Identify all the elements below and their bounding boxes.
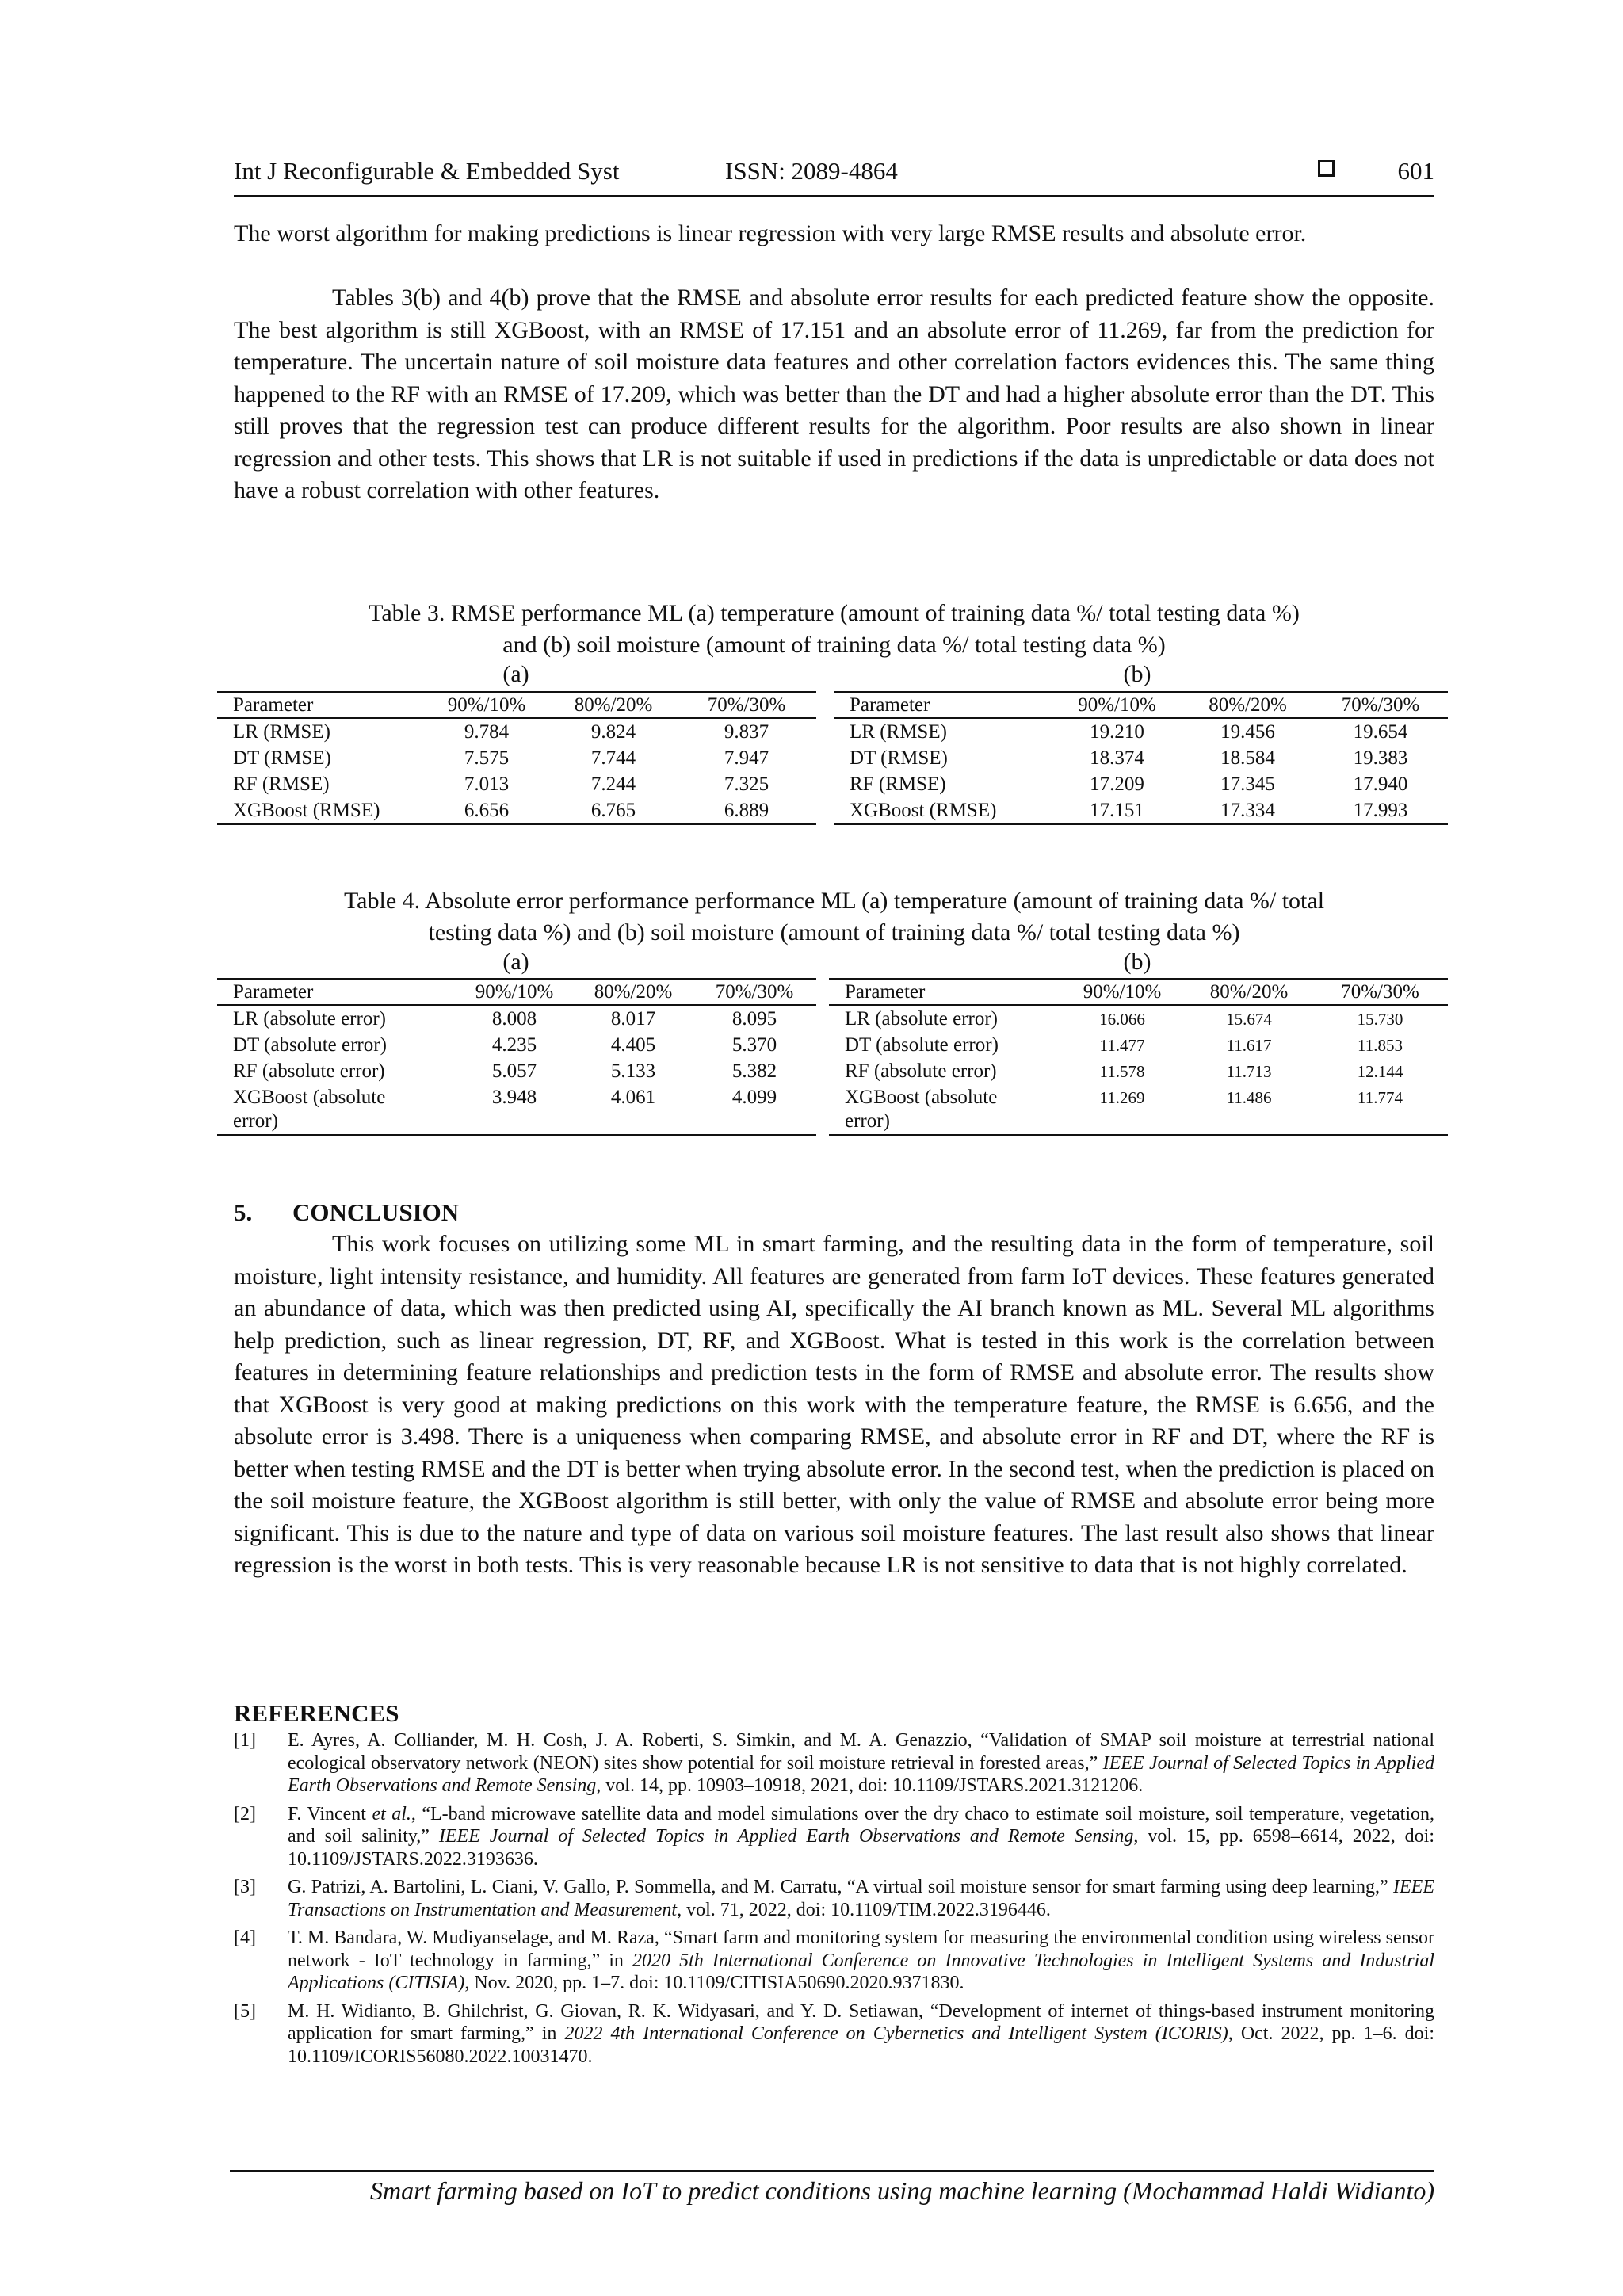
table-row	[829, 1058, 1448, 1084]
references-list	[234, 1729, 1434, 2073]
table-cell: 9.824	[590, 720, 636, 743]
table-cell: 3.948	[491, 1086, 537, 1108]
square-box-icon	[1318, 160, 1335, 177]
table-cell: 8.017	[610, 1007, 656, 1030]
table3b-header-90-10: 90%/10%	[1052, 692, 1182, 718]
table-row	[829, 1032, 1448, 1058]
table-cell: 6.889	[724, 799, 769, 821]
table-cell: 11.617	[1226, 1035, 1272, 1055]
section-title: CONCLUSION	[292, 1198, 460, 1226]
table-row	[217, 1058, 816, 1084]
section-number: 5.	[234, 1198, 253, 1226]
reference-number: [2]	[234, 1803, 256, 1824]
reference-venue: IEEE Journal of Selected Topics in Applied Earth Observations and Remote Sensing	[288, 1752, 1435, 1796]
table-cell: RF (RMSE)	[233, 773, 330, 795]
table-cell: 17.940	[1353, 773, 1408, 795]
reference-venue: 2022 4th International Conference on Cybernetics and Intelligent System (ICORIS)	[564, 2023, 1228, 2044]
reference-details: , vol. 14, pp. 10903–10918, 2021, doi: 10.1109/JSTARS.2021.3121206.	[596, 1775, 1144, 1796]
reference-authors-title: T. M. Bandara, W. Mudiyanselage, and M. Raza, “Smart farm and monitoring system for measuring the environmental condition using wireless sensor network - IoT technology in farming,” in	[288, 1927, 1434, 1971]
table-cell: DT (RMSE)	[850, 747, 948, 769]
table-cell: 19.210	[1090, 720, 1144, 743]
issn: ISSN: 2089-4864	[725, 157, 898, 185]
table-cell: 19.456	[1220, 720, 1275, 743]
table-row	[217, 745, 816, 771]
reference-authors: F. Vincent	[288, 1803, 372, 1824]
table-cell: LR (absolute error)	[845, 1007, 998, 1030]
reference-details: , Nov. 2020, pp. 1–7. doi: 10.1109/CITISIA50690.2020.9371830.	[464, 1973, 964, 1993]
table-cell: 17.151	[1090, 799, 1144, 821]
table-cell: 17.993	[1353, 799, 1408, 821]
table-cell: DT (absolute error)	[845, 1033, 999, 1056]
table-row	[834, 718, 1448, 745]
table-row	[217, 1032, 816, 1058]
table-row	[829, 1084, 1448, 1135]
table-cell: 15.730	[1357, 1009, 1403, 1029]
table4a-header-90-10: 90%/10%	[455, 979, 574, 1005]
table-row	[217, 718, 816, 745]
table-row	[217, 1084, 816, 1135]
table3-label-a: (a)	[502, 661, 529, 687]
table-cell: RF (absolute error)	[845, 1060, 997, 1082]
reference-item	[234, 1729, 1434, 1797]
journal-name: Int J Reconfigurable & Embedded Syst	[234, 157, 620, 185]
table4a	[217, 978, 816, 1136]
reference-item	[234, 1876, 1434, 1921]
table-cell: 6.765	[590, 799, 636, 821]
table-cell: 11.774	[1358, 1087, 1403, 1107]
reference-details: , vol. 71, 2022, doi: 10.1109/TIM.2022.3196446.	[677, 1899, 1051, 1920]
table-cell: XGBoost (absolute error)	[233, 1086, 386, 1132]
table-cell: 18.374	[1090, 747, 1144, 769]
table-row	[217, 797, 816, 824]
reference-item	[234, 2000, 1434, 2069]
table3-label-b: (b)	[1123, 661, 1151, 687]
table4-caption-line2: testing data %) and (b) soil moisture (amount of training data %/ total testing data %)	[428, 919, 1240, 946]
conclusion-paragraph: This work focuses on utilizing some ML in smart farming, and the resulting data in the form of temperature, soil moisture, light intensity resistance, and humidity. All features are generated from farm IoT devices. These features generated an abundance of data, which was then predicted using AI, specifically the AI branch known as ML. Several ML algorithms help prediction, such as linear regression, DT, RF, and XGBoost. What is tested in this work is the correlation between features in determining feature relationships and prediction tests in the form of RMSE and absolute error. The results show that XGBoost is very good at making predictions on this work with the temperature feature, the RMSE is 6.656, and the absolute error is 3.498. There is a uniqueness when comparing RMSE, and absolute error in RF and DT, where the RF is better when testing RMSE and the DT is better when trying absolute error. In the second test, when the prediction is placed on the soil moisture feature, the XGBoost algorithm is still better, with only the value of RMSE and absolute error being more significant. This is due to the nature and type of data on various soil moisture features. The last result also shows that linear regression is the worst in both tests. This is very reasonable because LR is not sensitive to data that is not highly correlated.	[234, 1231, 1434, 1578]
table-cell: 11.853	[1358, 1035, 1403, 1055]
table-cell: XGBoost (RMSE)	[850, 799, 997, 821]
table-cell: LR (RMSE)	[850, 720, 947, 743]
table-row	[834, 771, 1448, 797]
table-cell: DT (absolute error)	[233, 1033, 387, 1056]
reference-number: [4]	[234, 1927, 256, 1948]
table-cell: 7.575	[464, 747, 510, 769]
table3a-header-90-10: 90%/10%	[423, 692, 550, 718]
reference-venue: IEEE Transactions on Instrumentation and Measurement	[288, 1877, 1434, 1920]
table4-label-b: (b)	[1123, 949, 1151, 975]
table3-caption-line2: and (b) soil moisture (amount of training data %/ total testing data %)	[502, 632, 1166, 658]
table-row	[217, 771, 816, 797]
table-row	[217, 1005, 816, 1032]
table4a-header-80-20: 80%/20%	[574, 979, 693, 1005]
table-cell: 7.325	[724, 773, 769, 795]
table-cell: 11.486	[1226, 1087, 1272, 1107]
table-cell: 17.334	[1220, 799, 1275, 821]
table-row	[834, 797, 1448, 824]
table-cell: XGBoost (absolute error)	[845, 1086, 998, 1132]
table-cell: 17.209	[1090, 773, 1144, 795]
reference-venue: 2020 5th International Conference on Innovative Technologies in Intelligent Systems and Industrial Applications (CITISIA)	[288, 1950, 1434, 1993]
table4b-header-80-20: 80%/20%	[1186, 979, 1312, 1005]
reference-authors-title: M. H. Widianto, B. Ghilchrist, G. Giovan, R. K. Widyasari, and Y. D. Setiawan, “Development of internet of things-based instrument monitoring application for smart farming,” in	[288, 2000, 1434, 2044]
table-cell: RF (absolute error)	[233, 1060, 385, 1082]
table-cell: 8.095	[731, 1007, 777, 1030]
table4a-header-parameter: Parameter	[217, 979, 455, 1005]
table4b-header-90-10: 90%/10%	[1059, 979, 1186, 1005]
table-cell: DT (RMSE)	[233, 747, 331, 769]
table-cell: 7.244	[590, 773, 636, 795]
table-cell: LR (RMSE)	[233, 720, 330, 743]
table-cell: RF (RMSE)	[850, 773, 946, 795]
reference-number: [1]	[234, 1730, 256, 1751]
table4-label-a: (a)	[502, 949, 529, 975]
reference-number: [3]	[234, 1877, 256, 1897]
reference-authors-title: E. Ayres, A. Colliander, M. H. Cosh, J. A. Roberti, S. Simkin, and M. A. Genazzio, “Validation of SMAP soil moisture at terrestrial national ecological observatory network (NEON) sites show potential for soil moisture retrieval in forested areas,”	[288, 1730, 1434, 1774]
table-cell: 18.584	[1220, 747, 1275, 769]
table-cell: 5.382	[731, 1060, 777, 1082]
table-cell: 16.066	[1099, 1009, 1145, 1029]
table-cell: 19.383	[1353, 747, 1408, 769]
running-header	[234, 155, 1434, 197]
page-number: 601	[1397, 157, 1434, 185]
table-cell: 4.061	[610, 1086, 656, 1108]
running-footer: Smart farming based on IoT to predict conditions using machine learning (Mochammad Haldi Widianto)	[369, 2176, 1434, 2205]
table3b-header-80-20: 80%/20%	[1182, 692, 1313, 718]
table-cell: 9.784	[464, 720, 510, 743]
table4b-header-parameter: Parameter	[829, 979, 1059, 1005]
table3b	[834, 691, 1448, 825]
reference-details: , vol. 15, pp. 6598–6614, 2022, doi: 10.1109/JSTARS.2022.3193636.	[288, 1826, 1434, 1870]
reference-item	[234, 1927, 1434, 1995]
table-cell: 7.744	[590, 747, 636, 769]
table-row	[834, 745, 1448, 771]
reference-number: [5]	[234, 2000, 256, 2022]
table3b-header-70-30: 70%/30%	[1313, 692, 1448, 718]
references-title: REFERENCES	[234, 1699, 399, 1727]
table3a	[217, 691, 816, 825]
table-cell: 11.269	[1099, 1087, 1145, 1107]
table-row	[829, 1005, 1448, 1032]
table-cell: LR (absolute error)	[233, 1007, 386, 1030]
table4b	[829, 978, 1448, 1136]
table-cell: 11.477	[1099, 1035, 1145, 1055]
reference-etal: et al.	[372, 1803, 411, 1824]
table-cell: 5.133	[610, 1060, 656, 1082]
table-cell: 17.345	[1220, 773, 1275, 795]
table4a-header-70-30: 70%/30%	[693, 979, 816, 1005]
table-cell: 7.947	[724, 747, 769, 769]
body-paragraph-2: Tables 3(b) and 4(b) prove that the RMSE and absolute error results for each predicted feature show the opposite. The best algorithm is still XGBoost, with an RMSE of 17.151 and an absolute error of 11.269, far from the prediction for temperature. The uncertain nature of soil moisture data features and other correlation factors evidences this. The same thing happened to the RF with an RMSE of 17.209, which was better than the DT and had a higher absolute error than the DT. This still proves that the regression test can produce different results for the algorithm. Poor results are also shown in linear regression and other tests. This shows that LR is not suitable if used in predictions if the data is unpredictable or data does not have a robust correlation with other features.	[234, 285, 1434, 503]
table-cell: 4.235	[491, 1033, 537, 1056]
table-cell: 6.656	[464, 799, 510, 821]
reference-venue: IEEE Journal of Selected Topics in Applied Earth Observations and Remote Sensing	[438, 1826, 1134, 1847]
table-cell: 7.013	[464, 773, 510, 795]
table-cell: 9.837	[724, 720, 769, 743]
table4-caption-line1: Table 4. Absolute error performance performance ML (a) temperature (amount of training data %/ total	[343, 888, 1325, 914]
table-cell: 5.057	[491, 1060, 537, 1082]
table3-caption-line1: Table 3. RMSE performance ML (a) temperature (amount of training data %/ total testing data %)	[369, 600, 1300, 626]
table-cell: 11.713	[1226, 1061, 1272, 1081]
body-paragraph-1: The worst algorithm for making predictions is linear regression with very large RMSE results and absolute error.	[234, 220, 1307, 246]
table3a-header-70-30: 70%/30%	[677, 692, 816, 718]
table-cell: 4.099	[731, 1086, 777, 1108]
reference-item	[234, 1803, 1434, 1871]
table-cell: 12.144	[1357, 1061, 1403, 1081]
reference-title: , “L-band microwave satellite data and model simulations over the dry chaco to estimate soil moisture, soil temperature, vegetation, and soil salinity,”	[288, 1803, 1434, 1847]
table-cell: 15.674	[1226, 1009, 1272, 1029]
table-cell: 19.654	[1353, 720, 1408, 743]
table3b-header-parameter: Parameter	[834, 692, 1052, 718]
table-cell: 4.405	[610, 1033, 656, 1056]
table3a-header-parameter: Parameter	[217, 692, 423, 718]
reference-authors-title: G. Patrizi, A. Bartolini, L. Ciani, V. Gallo, P. Sommella, and M. Carratu, “A virtual soil moisture sensor for smart farming using deep learning,”	[288, 1877, 1394, 1897]
reference-details: , Oct. 2022, pp. 1–6. doi: 10.1109/ICORIS56080.2022.10031470.	[288, 2023, 1434, 2067]
table4b-header-70-30: 70%/30%	[1312, 979, 1448, 1005]
table-cell: 8.008	[491, 1007, 537, 1030]
section-heading-conclusion	[234, 1198, 459, 1227]
table-cell: 5.370	[731, 1033, 777, 1056]
table-cell: XGBoost (RMSE)	[233, 799, 380, 821]
table-cell: 11.578	[1099, 1061, 1145, 1081]
table3a-header-80-20: 80%/20%	[550, 692, 677, 718]
footer-rule	[230, 2170, 1434, 2172]
